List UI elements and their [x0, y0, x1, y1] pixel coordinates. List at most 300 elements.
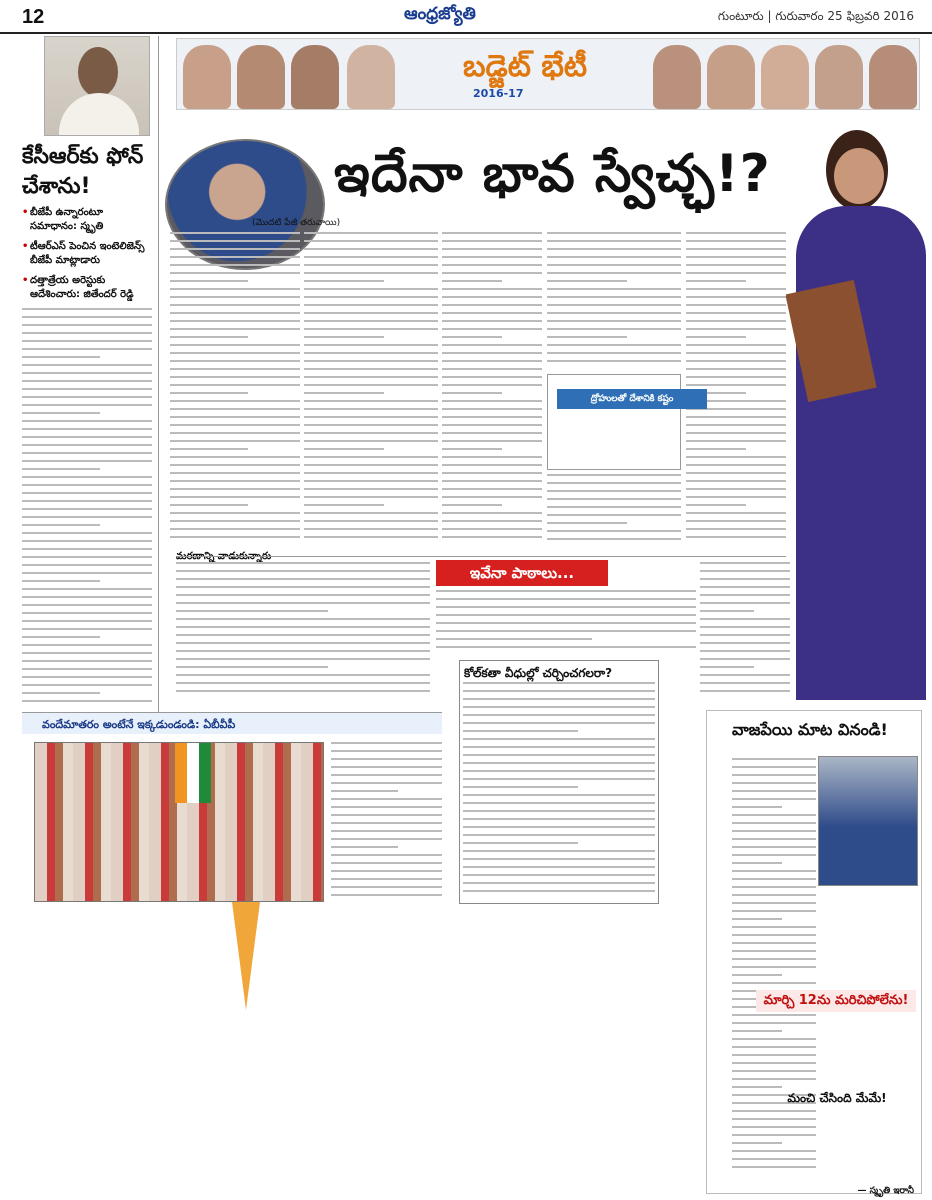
text-line: [331, 894, 442, 896]
text-line: [304, 416, 438, 418]
text-line: [686, 432, 786, 434]
text-line: [700, 634, 790, 636]
text-line: [686, 480, 786, 482]
text-line: [732, 766, 816, 768]
text-line: [463, 866, 655, 868]
text-line: [436, 638, 592, 640]
text-line: [170, 304, 300, 306]
text-line: [463, 834, 655, 836]
text-line: [304, 272, 438, 274]
text-line: [170, 408, 300, 410]
text-line: [176, 666, 328, 668]
text-line: [22, 548, 152, 550]
text-line: [331, 830, 442, 832]
text-line: [22, 516, 152, 518]
text-line: [304, 392, 384, 394]
text-line: [700, 578, 790, 580]
text-line: [304, 280, 384, 282]
article-column: [547, 232, 681, 372]
text-line: [700, 682, 790, 684]
text-line: [304, 352, 438, 354]
text-line: [22, 404, 152, 406]
text-line: [304, 512, 438, 514]
smriti-inset-photo: [818, 756, 918, 886]
text-line: [463, 890, 655, 892]
text-line: [732, 1118, 816, 1120]
text-line: [436, 646, 696, 648]
text-line: [22, 396, 152, 398]
text-line: [22, 388, 152, 390]
text-line: [436, 590, 696, 592]
text-line: [331, 790, 398, 792]
text-line: [170, 416, 300, 418]
text-line: [442, 392, 502, 394]
text-line: [732, 1030, 782, 1032]
article-column: [176, 562, 430, 702]
text-line: [463, 794, 655, 796]
text-line: [732, 846, 816, 848]
text-line: [170, 248, 300, 250]
text-line: [463, 730, 578, 732]
dateline: గుంటూరు | గురువారం 25 ఫిబ్రవరి 2016: [717, 9, 914, 23]
text-line: [700, 658, 790, 660]
text-line: [732, 1142, 782, 1144]
text-line: [170, 488, 300, 490]
text-line: [732, 782, 816, 784]
text-line: [22, 508, 152, 510]
text-line: [170, 232, 300, 234]
text-line: [304, 328, 438, 330]
leader-photo: [183, 45, 231, 109]
text-line: [732, 1158, 816, 1160]
text-line: [331, 766, 442, 768]
text-line: [700, 610, 754, 612]
left-headline: కేసీఆర్‌కు ఫోన్ చేశాను!: [22, 144, 144, 199]
text-line: [304, 440, 438, 442]
kcr-photo: [44, 36, 150, 136]
text-line: [176, 602, 430, 604]
text-line: [304, 448, 384, 450]
text-line: [22, 476, 152, 478]
protest-photo: [34, 742, 324, 902]
text-line: [732, 1086, 782, 1088]
text-line: [170, 376, 300, 378]
text-line: [442, 504, 502, 506]
text-line: [170, 240, 300, 242]
text-line: [22, 676, 152, 678]
text-line: [170, 432, 300, 434]
text-line: [442, 304, 542, 306]
text-line: [331, 822, 442, 824]
text-line: [547, 360, 681, 362]
text-line: [463, 770, 655, 772]
text-line: [331, 886, 442, 888]
text-line: [463, 850, 655, 852]
text-line: [304, 240, 438, 242]
text-line: [22, 660, 152, 662]
text-line: [686, 440, 786, 442]
text-line: [442, 456, 542, 458]
text-line: [463, 714, 655, 716]
text-line: [170, 280, 248, 282]
text-line: [732, 798, 816, 800]
text-line: [686, 352, 786, 354]
text-line: [463, 858, 655, 860]
text-line: [547, 352, 681, 354]
leader-photo: [237, 45, 285, 109]
leader-photo: [707, 45, 755, 109]
text-line: [686, 232, 786, 234]
text-line: [22, 628, 152, 630]
text-line: [436, 630, 696, 632]
text-line: [170, 344, 300, 346]
text-line: [732, 950, 816, 952]
text-line: [732, 814, 816, 816]
left-bullet: • దత్తాత్రేయ అరెస్టుకు ఆదేశించారు: జితేందర్ రెడ్డి: [22, 274, 152, 302]
text-line: [732, 1046, 816, 1048]
text-line: [442, 320, 542, 322]
text-line: [331, 854, 442, 856]
text-line: [442, 232, 542, 234]
text-line: [304, 528, 438, 530]
text-line: [686, 320, 786, 322]
text-line: [22, 604, 152, 606]
text-line: [304, 384, 438, 386]
text-line: [463, 706, 655, 708]
text-line: [176, 690, 430, 692]
text-line: [22, 460, 152, 462]
text-line: [304, 536, 438, 538]
section-divider: [176, 556, 786, 557]
text-line: [732, 894, 816, 896]
text-line: [442, 480, 542, 482]
text-line: [22, 620, 152, 622]
leader-photo: [347, 45, 395, 109]
text-line: [331, 862, 442, 864]
text-line: [22, 324, 152, 326]
text-line: [547, 530, 681, 532]
text-line: [304, 232, 438, 234]
text-line: [547, 232, 681, 234]
text-line: [331, 750, 442, 752]
text-line: [304, 432, 438, 434]
text-line: [22, 500, 152, 502]
text-line: [331, 870, 442, 872]
text-line: [732, 966, 816, 968]
text-line: [22, 652, 152, 654]
text-line: [176, 594, 430, 596]
text-line: [22, 596, 152, 598]
text-line: [686, 288, 786, 290]
text-line: [442, 496, 542, 498]
text-line: [686, 416, 786, 418]
vandemataram-strip: [22, 712, 442, 734]
text-line: [463, 818, 655, 820]
text-line: [686, 424, 786, 426]
text-line: [547, 320, 681, 322]
text-line: [331, 758, 442, 760]
text-line: [331, 878, 442, 880]
text-line: [176, 562, 430, 564]
text-line: [686, 464, 786, 466]
text-line: [732, 1014, 816, 1016]
text-line: [547, 304, 681, 306]
text-line: [304, 376, 438, 378]
text-line: [304, 336, 384, 338]
text-line: [170, 264, 300, 266]
text-line: [700, 674, 790, 676]
text-line: [170, 496, 300, 498]
page-header: [0, 0, 932, 34]
text-line: [442, 528, 542, 530]
text-line: [686, 304, 786, 306]
text-line: [686, 488, 786, 490]
text-line: [304, 488, 438, 490]
text-line: [22, 428, 152, 430]
text-line: [170, 336, 248, 338]
text-line: [22, 692, 100, 694]
text-line: [22, 412, 100, 414]
text-line: [442, 448, 502, 450]
text-line: [22, 700, 152, 702]
leader-photo: [653, 45, 701, 109]
text-line: [170, 400, 300, 402]
text-line: [700, 594, 790, 596]
text-line: [732, 1070, 816, 1072]
text-line: [442, 248, 542, 250]
text-line: [442, 360, 542, 362]
text-line: [686, 472, 786, 474]
left-bullets: [22, 206, 152, 308]
text-line: [442, 520, 542, 522]
text-line: [442, 472, 542, 474]
text-line: [463, 810, 655, 812]
text-line: [547, 288, 681, 290]
text-line: [22, 316, 152, 318]
banner-year: 2016-17: [473, 87, 524, 100]
text-line: [22, 452, 152, 454]
text-line: [176, 626, 430, 628]
text-line: [331, 846, 398, 848]
leader-photo: [291, 45, 339, 109]
text-line: [700, 562, 790, 564]
text-line: [22, 484, 152, 486]
text-line: [700, 626, 790, 628]
text-line: [170, 272, 300, 274]
text-line: [686, 312, 786, 314]
text-line: [176, 642, 430, 644]
text-line: [176, 618, 430, 620]
article-column: [547, 474, 681, 550]
text-line: [22, 468, 100, 470]
text-line: [463, 762, 655, 764]
text-line: [170, 296, 300, 298]
text-line: [700, 650, 790, 652]
text-line: [732, 982, 816, 984]
text-line: [547, 498, 681, 500]
left-column: [22, 36, 152, 712]
text-line: [547, 296, 681, 298]
text-line: [304, 256, 438, 258]
text-line: [170, 288, 300, 290]
text-line: [304, 480, 438, 482]
text-line: [547, 248, 681, 250]
text-line: [442, 512, 542, 514]
text-line: [463, 690, 655, 692]
text-line: [732, 822, 816, 824]
text-line: [304, 408, 438, 410]
text-line: [304, 504, 384, 506]
text-line: [170, 520, 300, 522]
text-line: [304, 288, 438, 290]
text-line: [304, 520, 438, 522]
text-line: [463, 802, 655, 804]
text-line: [463, 882, 655, 884]
text-line: [547, 336, 627, 338]
text-line: [732, 806, 782, 808]
text-line: [22, 524, 100, 526]
text-line: [732, 790, 816, 792]
text-line: [732, 958, 816, 960]
text-line: [732, 758, 816, 760]
text-line: [22, 372, 152, 374]
text-line: [700, 618, 790, 620]
article-column: [436, 590, 696, 656]
left-bullet: • బీజేపీ ఉన్నారంటూ సమాధానం: స్మృతి: [22, 206, 152, 234]
text-line: [22, 580, 100, 582]
text-line: [732, 854, 816, 856]
arrow-graphic: [232, 902, 260, 1010]
text-line: [170, 512, 300, 514]
text-line: [22, 420, 152, 422]
text-line: [686, 384, 786, 386]
text-line: [436, 606, 696, 608]
text-line: [22, 532, 152, 534]
left-bullet: • టీఆర్‌ఎస్ పెంచిన ఇంటెలిజెన్స్ బీజేపీ మాట్లాడారు: [22, 240, 152, 268]
text-line: [686, 360, 786, 362]
text-line: [436, 614, 696, 616]
text-line: [176, 634, 430, 636]
text-line: [170, 384, 300, 386]
text-line: [686, 240, 786, 242]
text-line: [442, 400, 542, 402]
text-line: [442, 408, 542, 410]
text-line: [22, 340, 152, 342]
text-line: [304, 312, 438, 314]
text-line: [22, 348, 152, 350]
text-line: [732, 974, 782, 976]
text-line: [732, 926, 816, 928]
article-column: [170, 232, 300, 550]
text-line: [463, 786, 578, 788]
text-line: [442, 272, 542, 274]
text-line: [331, 782, 442, 784]
text-line: [732, 1134, 816, 1136]
text-line: [22, 540, 152, 542]
text-line: [442, 384, 542, 386]
text-line: [304, 304, 438, 306]
text-line: [22, 436, 152, 438]
text-line: [170, 320, 300, 322]
text-line: [700, 570, 790, 572]
text-line: [442, 368, 542, 370]
text-line: [304, 400, 438, 402]
text-line: [22, 572, 152, 574]
text-line: [463, 746, 655, 748]
text-line: [442, 432, 542, 434]
text-line: [22, 364, 152, 366]
text-line: [547, 280, 627, 282]
text-line: [442, 352, 542, 354]
text-line: [22, 492, 152, 494]
text-line: [686, 280, 746, 282]
text-line: [304, 320, 438, 322]
text-line: [331, 774, 442, 776]
text-line: [304, 360, 438, 362]
text-line: [442, 312, 542, 314]
text-line: [442, 536, 542, 538]
text-line: [170, 536, 300, 538]
text-line: [170, 472, 300, 474]
text-line: [176, 674, 430, 676]
text-line: [700, 642, 790, 644]
text-line: [463, 698, 655, 700]
text-line: [170, 504, 248, 506]
leader-photo: [761, 45, 809, 109]
vandemataram-title: వందేమాతరం అంటేనే ఇక్కడుండండి: ఏబీవీపీ: [42, 718, 236, 731]
text-line: [170, 528, 300, 530]
text-line: [176, 610, 328, 612]
text-line: [176, 682, 430, 684]
text-line: [732, 1022, 816, 1024]
vajpayee-box: [726, 718, 922, 1196]
text-line: [22, 668, 152, 670]
text-line: [732, 774, 816, 776]
text-line: [547, 328, 681, 330]
column-divider: [158, 36, 159, 712]
vandemataram-body: [331, 742, 442, 902]
text-line: [170, 440, 300, 442]
text-line: [442, 296, 542, 298]
article-column: [442, 232, 542, 550]
text-line: [170, 480, 300, 482]
text-line: [732, 870, 816, 872]
text-line: [442, 464, 542, 466]
text-line: [732, 902, 816, 904]
article-column: [700, 562, 790, 702]
left-body-text: [22, 308, 152, 712]
text-line: [442, 336, 502, 338]
text-line: [547, 256, 681, 258]
manchi-headline: మంచి చేసింది మేమే!: [787, 1091, 887, 1105]
text-line: [304, 456, 438, 458]
text-line: [331, 798, 442, 800]
text-line: [22, 356, 100, 358]
text-line: [547, 514, 681, 516]
vajpayee-text: [732, 758, 816, 1178]
signature: — స్మృతి ఇరానీ: [857, 1186, 914, 1196]
text-line: [732, 918, 782, 920]
text-line: [547, 482, 681, 484]
text-line: [331, 806, 442, 808]
text-line: [547, 272, 681, 274]
text-line: [304, 344, 438, 346]
text-line: [22, 332, 152, 334]
text-line: [686, 264, 786, 266]
text-line: [732, 1126, 816, 1128]
text-line: [170, 392, 248, 394]
text-line: [442, 328, 542, 330]
